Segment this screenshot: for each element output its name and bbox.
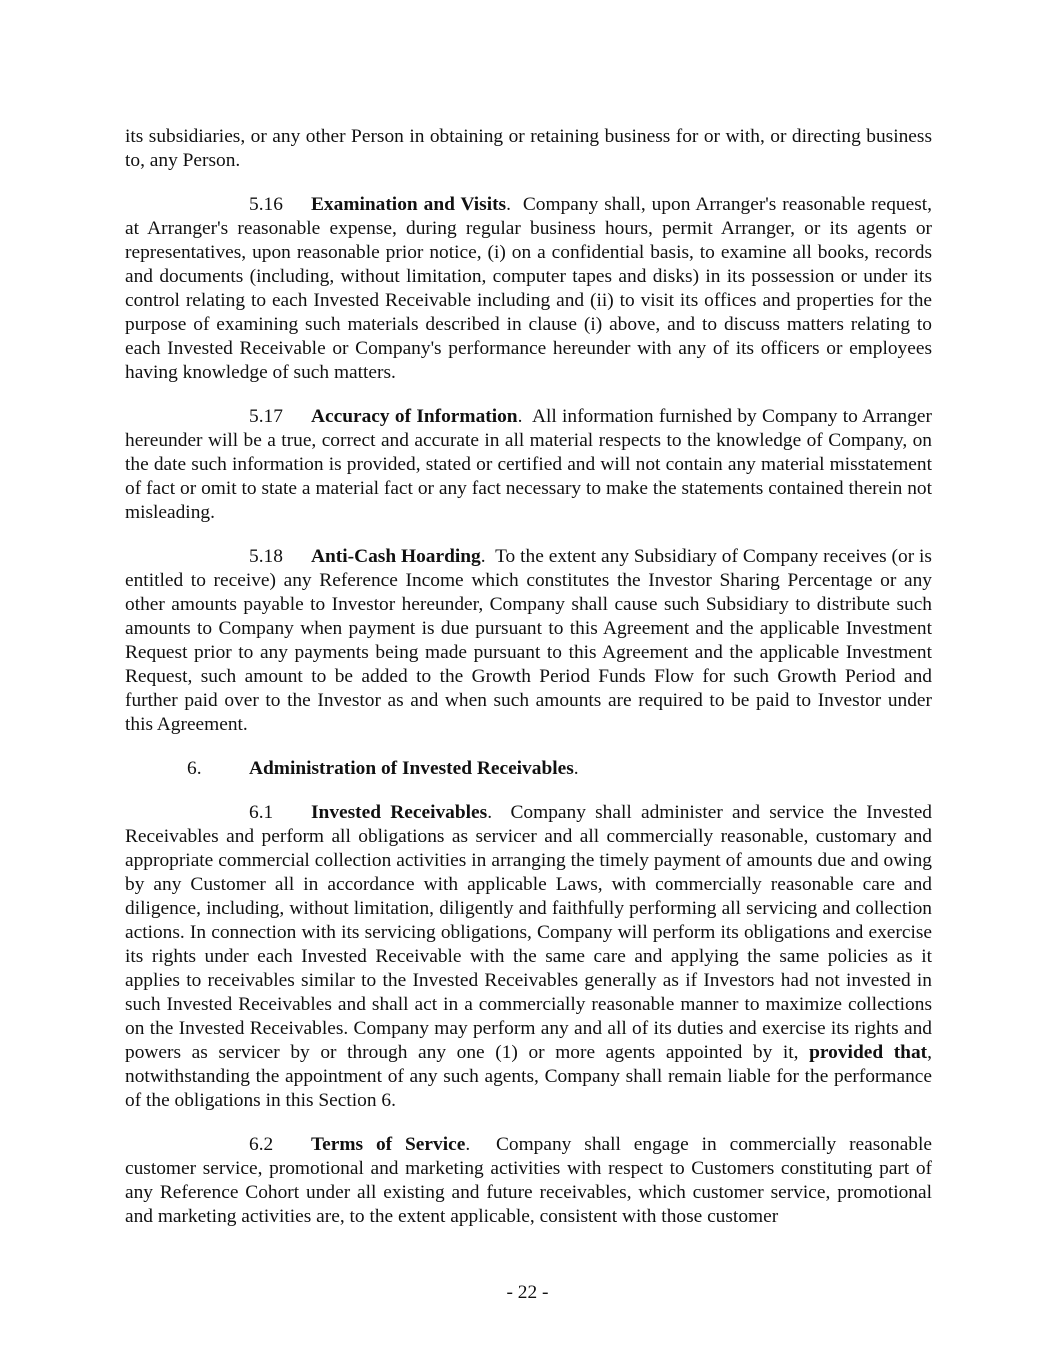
document-page [125, 125, 932, 1229]
provided-that-phrase: provided that [809, 1042, 928, 1063]
article-number: 6. [187, 758, 202, 779]
section-text: All information furnished by Company to Arranger hereunder will be a true, correct and accurate in all material respects to the knowledge of Company, on the date such information is provided, stated or certified and will not contain any material misstatement of fact or omit to state a material fact or any fact necessary to make the statements contained therein not misleading. [125, 406, 933, 523]
section-number: 6.2 [249, 1134, 274, 1155]
section-number: 5.18 [249, 546, 283, 567]
section-6-1: 6.1 Invested Receivables. Company shall administer and service the Invested Receivables and perform all obligations as servicer and all commercially reasonable, customary and appropriate commercial collection activities in arranging the timely payment of amounts due and owing by any Customer all in accordance with applicable Laws, with commercially reasonable care and diligence, including, without limitation, diligently and faithfully performing all servicing and collection actions. In connection with its servicing obligations, Company will perform its obligations and exercise its rights under each Invested Receivable with the same care and applying the same policies as it applies to receivables similar to the Invested Receivables generally as if Investors had not invested in such Invested Receivables and shall act in a commercially reasonable manner to maximize collections on the Invested Receivables. Company may perform any and all of its duties and exercise its rights and powers as servicer by or through any one (1) or more agents appointed by it, provided that, notwithstanding the appointment of any such agents, Company shall remain liable for the performance of the obligations in this Section 6. [125, 802, 932, 1111]
section-title: Examination and Visits [311, 194, 507, 215]
section-number: 5.16 [249, 194, 283, 215]
section-text-continued: , notwithstanding the appointment of any such agents, Company shall remain liable for the performance of the obligations in this Section 6. [125, 1042, 932, 1111]
section-title: Anti-Cash Hoarding [311, 546, 481, 567]
section-text: Company shall, upon Arranger's reasonable request, at Arranger's reasonable expense, during regular business hours, permit Arranger, or its agents or representatives, upon reasonable prior notice, (i) on a confidential basis, to examine all books, records and documents (including, without limitation, computer tapes and disks) in its possession or under its control relating to each Invested Receivable including and (ii) to visit its offices and properties for the purpose of examining such materials described in clause (i) above, and to discuss matters relating to each Invested Receivable or Company's performance hereunder with any of its officers or employees having knowledge of such matters. [125, 194, 932, 383]
article-title: Administration of Invested Receivables [249, 758, 574, 779]
section-text: To the extent any Subsidiary of Company receives (or is entitled to receive) any Reference Income which constitutes the Investor Sharing Percentage or any other amounts payable to Investor hereunder, Company shall cause such Subsidiary to distribute such amounts to Company when payment is due pursuant to this Agreement and the applicable Investment Request prior to any payments being made pursuant to this Agreement and the applicable Investment Request, such amount to be added to the Growth Period Funds Flow for such Growth Period and further paid over to the Investor as and when such amounts are required to be paid to Investor under this Agreement. [125, 546, 932, 735]
section-6-2: 6.2 Terms of Service. Company shall engage in commercially reasonable customer service, promotional and marketing activities with respect to Customers constituting part of any Reference Cohort under all existing and future receivables, which customer service, promotional and marketing activities are, to the extent applicable, consistent with those customer [125, 1134, 932, 1227]
section-text: Company shall engage in commercially reasonable customer service, promotional and marketing activities with respect to Customers constituting part of any Reference Cohort under all existing and future receivables, which customer service, promotional and marketing activities are, to the extent applicable, consistent with those customer [125, 1134, 932, 1227]
section-number: 5.17 [249, 406, 283, 427]
section-title: Invested Receivables [311, 802, 488, 823]
section-5-17: 5.17 Accuracy of Information. All information furnished by Company to Arranger hereunder will be a true, correct and accurate in all material respects to the knowledge of Company, on the date such information is provided, stated or certified and will not contain any material misstatement of fact or omit to state a material fact or any fact necessary to make the statements contained therein not misleading. [125, 406, 933, 523]
section-title: Terms of Service [311, 1134, 466, 1155]
continuation-paragraph: its subsidiaries, or any other Person in obtaining or retaining business for or with, or directing business to, any Person. [125, 126, 932, 171]
page-number: - 22 - [506, 1282, 549, 1303]
section-number: 6.1 [249, 802, 274, 823]
section-title: Accuracy of Information [311, 406, 518, 427]
article-6-heading: 6. Administration of Invested Receivables. [187, 758, 579, 779]
section-text: Company shall administer and service the Invested Receivables and perform all obligations as servicer and all commercially reasonable, customary and appropriate commercial collection activities in arranging the timely payment of amounts due and owing by any Customer all in accordance with applicable Laws, with commercially reasonable care and diligence, including, without limitation, diligently and faithfully performing all servicing and collection actions. In connection with its servicing obligations, Company will perform its obligations and exercise its rights under each Invested Receivable with the same care and applying the same policies as it applies to receivables similar to the Invested Receivables generally as if Investors had not invested in such Invested Receivables and shall act in a commercially reasonable manner to maximize collections on the Invested Receivables. Company may perform any and all of its duties and exercise its rights and powers as servicer by or through any one (1) or more agents appointed by it, [125, 802, 932, 1063]
section-5-18: 5.18 Anti-Cash Hoarding. To the extent any Subsidiary of Company receives (or is entitled to receive) any Reference Income which constitutes the Investor Sharing Percentage or any other amounts payable to Investor hereunder, Company shall cause such Subsidiary to distribute such amounts to Company when payment is due pursuant to this Agreement and the applicable Investment Request prior to any payments being made pursuant to this Agreement and the applicable Investment Request, such amount to be added to the Growth Period Funds Flow for such Growth Period and further paid over to the Investor as and when such amounts are required to be paid to Investor under this Agreement. [125, 546, 932, 735]
section-5-16: 5.16 Examination and Visits. Company shall, upon Arranger's reasonable request, at Arranger's reasonable expense, during regular business hours, permit Arranger, or its agents or representatives, upon reasonable prior notice, (i) on a confidential basis, to examine all books, records and documents (including, without limitation, computer tapes and disks) in its possession or under its control relating to each Invested Receivable including and (ii) to visit its offices and properties for the purpose of examining such materials described in clause (i) above, and to discuss matters relating to each Invested Receivable or Company's performance hereunder with any of its officers or employees having knowledge of such matters. [125, 194, 932, 383]
